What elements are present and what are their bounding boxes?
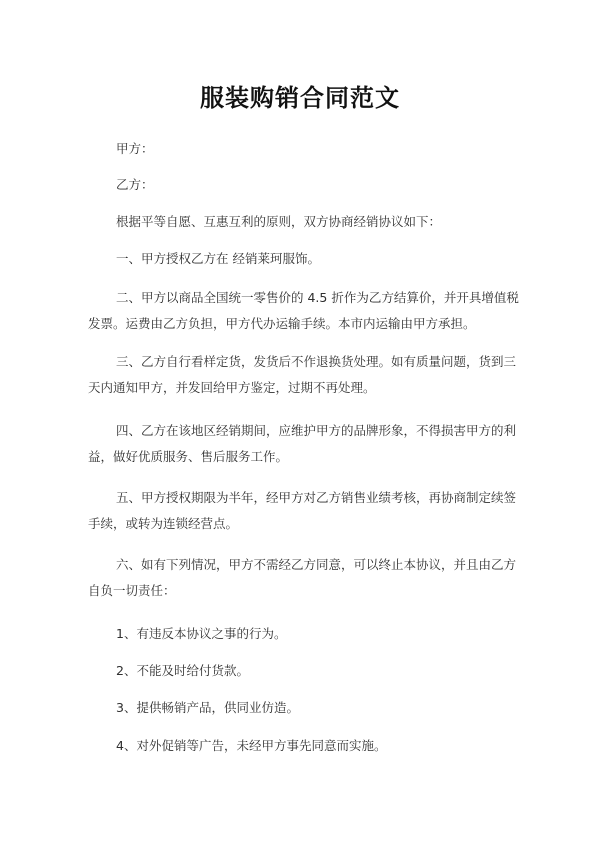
party-a-label: 甲方： (116, 141, 154, 156)
clause-6: 六、如有下列情况，甲方不需经乙方同意，可以终止本协议，并且由乙方自负一切责任： (88, 557, 517, 598)
intro-paragraph: 根据平等自愿、互惠互利的原则，双方协商经销协议如下： (116, 214, 442, 229)
clause-4: 四、乙方在该地区经销期间，应维护甲方的品牌形象，不得损害甲方的利益，做好优质服务、售后服务工作。 (88, 423, 517, 464)
sub-item-1: 1、有违反本协议之事的行为。 (116, 626, 287, 641)
sub-item-4: 4、对外促销等广告，未经甲方事先同意而实施。 (116, 738, 387, 753)
clause-2: 二、甲方以商品全国统一零售价的 4.5 折作为乙方结算价，并开具增值税发票。运费由乙方负担，甲方代办运输手续。本市内运输由甲方承担。 (88, 290, 519, 331)
party-b-label: 乙方： (116, 177, 154, 192)
sub-item-3: 3、提供畅销产品，供同业仿造。 (116, 700, 299, 715)
clause-3: 三、乙方自行看样定货，发货后不作退换货处理。如有质量问题，货到三天内通知甲方，并发回给甲方鉴定，过期不再处理。 (88, 354, 517, 395)
clause-1: 一、甲方授权乙方在 经销莱珂服饰。 (116, 251, 320, 266)
clause-5: 五、甲方授权期限为半年，经甲方对乙方销售业绩考核，再协商制定续签手续，或转为连锁经营点。 (88, 490, 517, 531)
document-title: 服装购销合同范文 (200, 84, 400, 112)
sub-item-2: 2、不能及时给付货款。 (116, 663, 249, 678)
